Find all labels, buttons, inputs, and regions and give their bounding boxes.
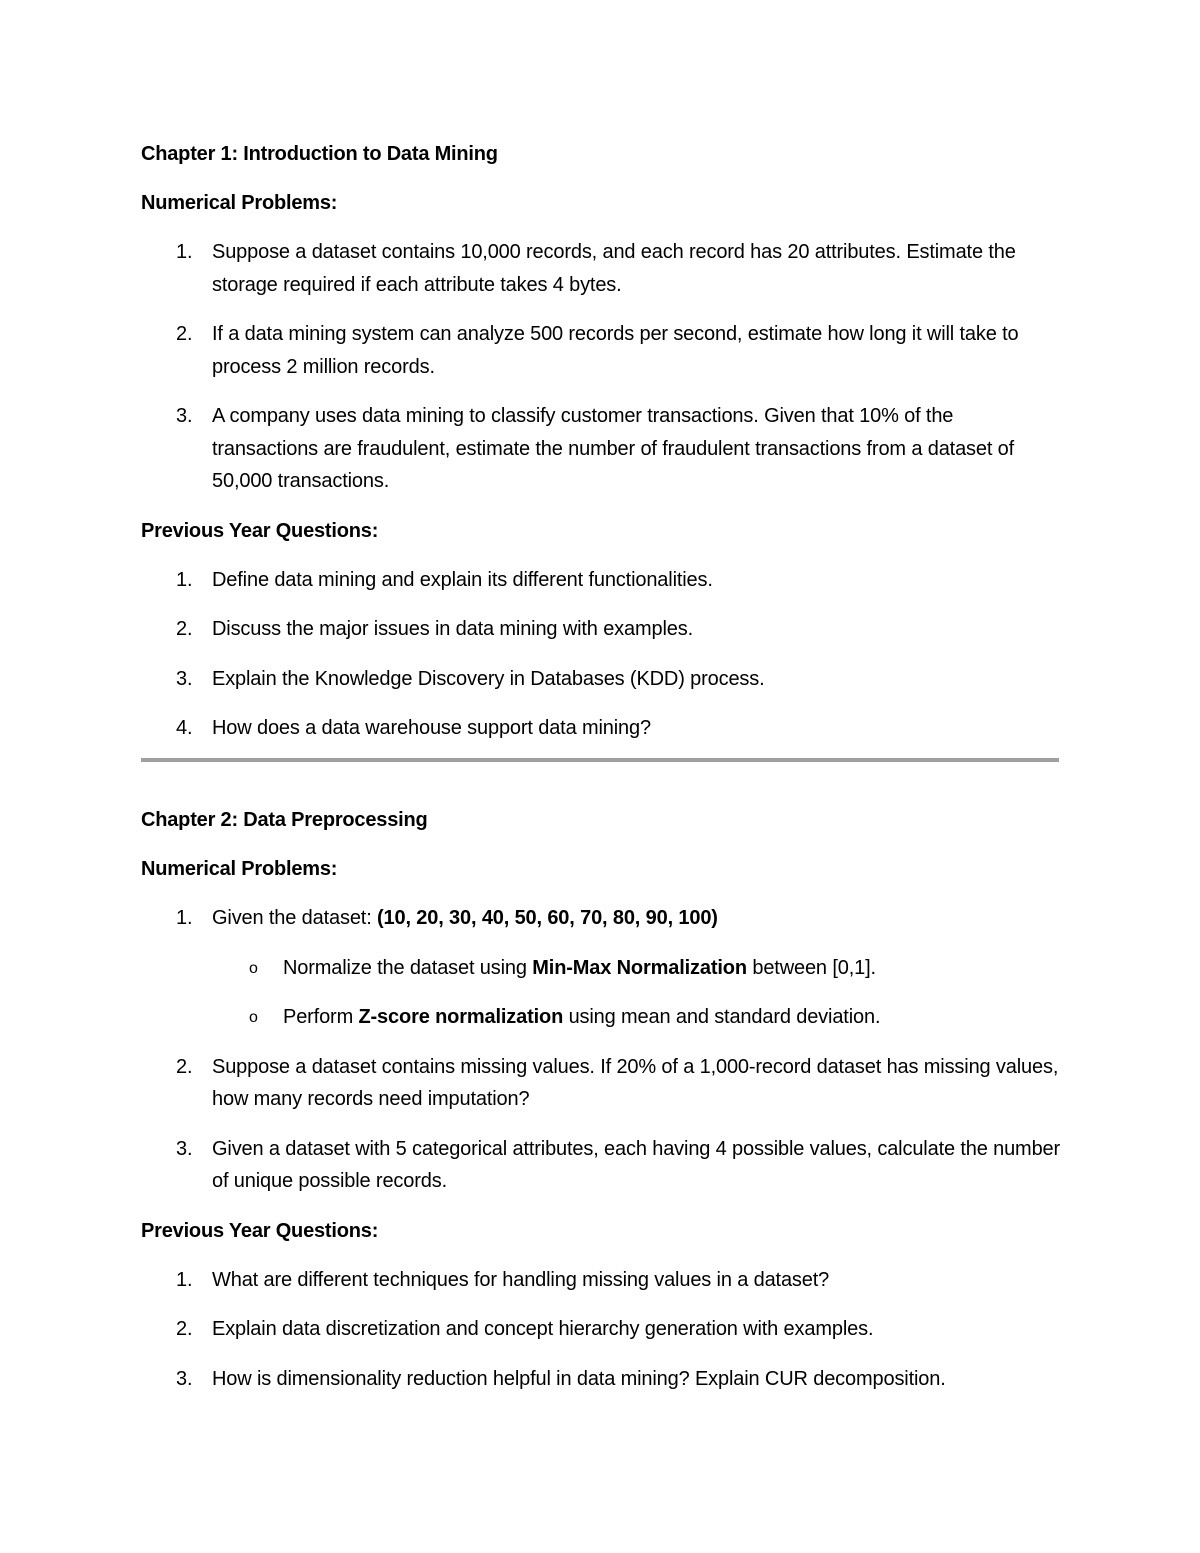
sub-text: Normalize the dataset using — [283, 956, 533, 979]
sub-list-item — [212, 1001, 1061, 1034]
list-item — [141, 663, 1061, 696]
dataset-values: (10, 20, 30, 40, 50, 60, 70, 80, 90, 100) — [377, 907, 718, 929]
sub-bold: Z-score normalization — [358, 1006, 564, 1028]
sub-list — [212, 952, 1061, 1034]
list-text: What are different techniques for handling missing values in a dataset? — [212, 1268, 830, 1291]
list-text: A company uses data mining to classify customer transactions. Given that 10% of the transactions are fraudulent, estimate the number of fraudulent transactions from a dataset of 50,000 transactions. — [212, 405, 1015, 492]
sub-text: Perform — [283, 1006, 359, 1028]
list-text: Given a dataset with 5 categorical attributes, each having 4 possible values, calculate the number of unique possible records. — [212, 1137, 1061, 1192]
bullet-icon: o — [249, 1009, 258, 1026]
list-item — [141, 236, 1061, 301]
chapter-1-pyq-list — [141, 564, 1061, 745]
list-item — [141, 318, 1061, 383]
list-text: Explain data discretization and concept hierarchy generation with examples. — [212, 1318, 874, 1340]
chapter-2-pyq-list — [141, 1264, 1061, 1396]
list-item — [141, 1264, 1061, 1297]
chapter-2-numerical-list — [141, 902, 1061, 1198]
chapter-2-numerical-heading: Numerical Problems: — [141, 858, 338, 880]
list-number: 3. — [176, 1367, 193, 1390]
chapter-2-section — [141, 804, 1061, 1395]
list-item — [141, 613, 1061, 646]
list-number: 4. — [176, 717, 193, 739]
sub-text: between [0,1]. — [746, 956, 876, 979]
list-text: If a data mining system can analyze 500 records per second, estimate how long it will take to process 2 million records. — [212, 323, 1019, 378]
list-number: 2. — [176, 1318, 193, 1340]
sub-text: using mean and standard deviation. — [563, 1006, 881, 1028]
sub-bold: Min-Max Normalization — [532, 956, 747, 979]
list-item — [141, 1133, 1061, 1198]
sub-list-item — [212, 952, 1061, 985]
bullet-icon: o — [249, 959, 258, 977]
list-text: Suppose a dataset contains 10,000 records, and each record has 20 attributes. Estimate the storage required if each attribute takes 4 bytes. — [212, 241, 1016, 296]
list-text: How does a data warehouse support data mining? — [212, 717, 651, 739]
list-text: Given the dataset: — [212, 907, 378, 929]
list-item — [141, 1363, 1061, 1396]
list-number: 1. — [176, 907, 193, 929]
list-text: Discuss the major issues in data mining with examples. — [212, 618, 693, 640]
list-text: Define data mining and explain its different functionalities. — [212, 568, 713, 591]
section-divider — [141, 758, 1059, 762]
list-number: 2. — [176, 1055, 193, 1078]
list-number: 3. — [176, 1137, 193, 1160]
chapter-1-title: Chapter 1: Introduction to Data Mining — [141, 143, 498, 165]
chapter-2-pyq-heading: Previous Year Questions: — [141, 1219, 379, 1242]
list-number: 1. — [176, 241, 193, 263]
list-item — [141, 1313, 1061, 1346]
list-number: 1. — [176, 1268, 193, 1291]
chapter-1-numerical-list — [141, 236, 1061, 498]
chapter-1-numerical-heading: Numerical Problems: — [141, 192, 338, 214]
chapter-1-section — [141, 138, 1061, 745]
list-number: 1. — [176, 568, 193, 591]
list-number: 3. — [176, 405, 193, 427]
list-number: 3. — [176, 667, 193, 690]
chapter-1-pyq-heading: Previous Year Questions: — [141, 519, 379, 542]
list-item — [141, 564, 1061, 597]
list-number: 2. — [176, 618, 193, 640]
list-item — [141, 712, 1061, 745]
list-item — [141, 400, 1061, 498]
chapter-2-title: Chapter 2: Data Preprocessing — [141, 809, 428, 831]
list-text: Explain the Knowledge Discovery in Databases (KDD) process. — [212, 667, 765, 690]
list-number: 2. — [176, 323, 193, 345]
list-item — [141, 1051, 1061, 1116]
list-text: Suppose a dataset contains missing values. If 20% of a 1,000-record dataset has missing values, how many records need imputation? — [212, 1055, 1059, 1110]
list-text: How is dimensionality reduction helpful in data mining? Explain CUR decomposition. — [212, 1367, 946, 1390]
list-item — [141, 902, 1061, 1034]
